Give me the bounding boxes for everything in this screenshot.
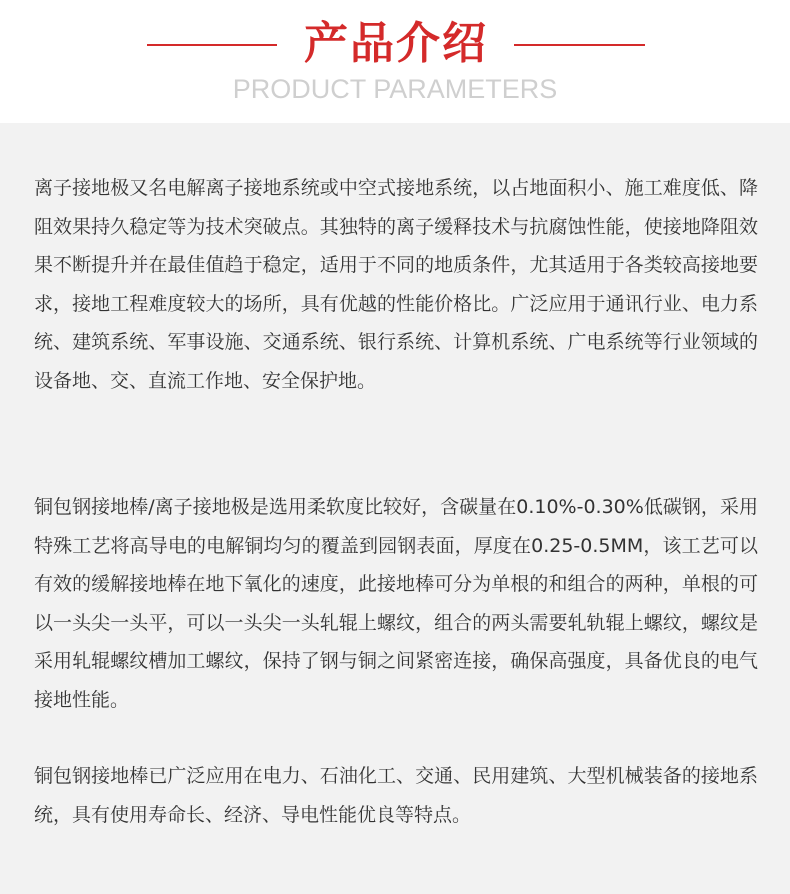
- title-divider-right: [514, 44, 645, 46]
- title-row: [0, 14, 790, 74]
- section-subtitle: PRODUCT PARAMETERS: [232, 74, 558, 104]
- paragraph-ion-electrode: 离子接地极又名电解离子接地系统或中空式接地系统，以占地面积小、施工难度低、降阻效果持久稳定等为技术突破点。其独特的离子缓释技术与抗腐蚀性能，使接地降阻效果不断提升并在最佳值趋于稳定，适用于不同的地质条件，尤其适用于各类较高接地要求，接地工程难度较大的场所，具有优越的性能价格比。广泛应用于通讯行业、电力系统、建筑系统、军事设施、交通系统、银行系统、计算机系统、广电系统等行业领域的设备地、交、直流工作地、安全保护地。: [34, 177, 758, 392]
- paragraph-applications: 铜包钢接地棒已广泛应用在电力、石油化工、交通、民用建筑、大型机械装备的接地系统，具有使用寿命长、经济、导电性能优良等特点。: [34, 765, 758, 826]
- paragraph-copper-clad-rod: 铜包钢接地棒/离子接地极是选用柔软度比较好，含碳量在0.10%-0.30%低碳钢，采用特殊工艺将高导电的电解铜均匀的覆盖到园钢表面，厚度在0.25-0.5MM，该工艺可以有效的缓解接地棒在地下氧化的速度，此接地棒可分为单根的和组合的两种，单根的可以一头尖一头平，可以一头尖一头轧辊上螺纹，组合的两头需要轧轨辊上螺纹，螺纹是采用轧辊螺纹槽加工螺纹，保持了钢与铜之间紧密连接，确保高强度，具备优良的电气接地性能。: [34, 496, 758, 711]
- section-header: [0, 0, 790, 123]
- section-title: 产品介绍: [304, 18, 488, 69]
- content-panel: [0, 123, 790, 894]
- title-divider-left: [147, 44, 277, 46]
